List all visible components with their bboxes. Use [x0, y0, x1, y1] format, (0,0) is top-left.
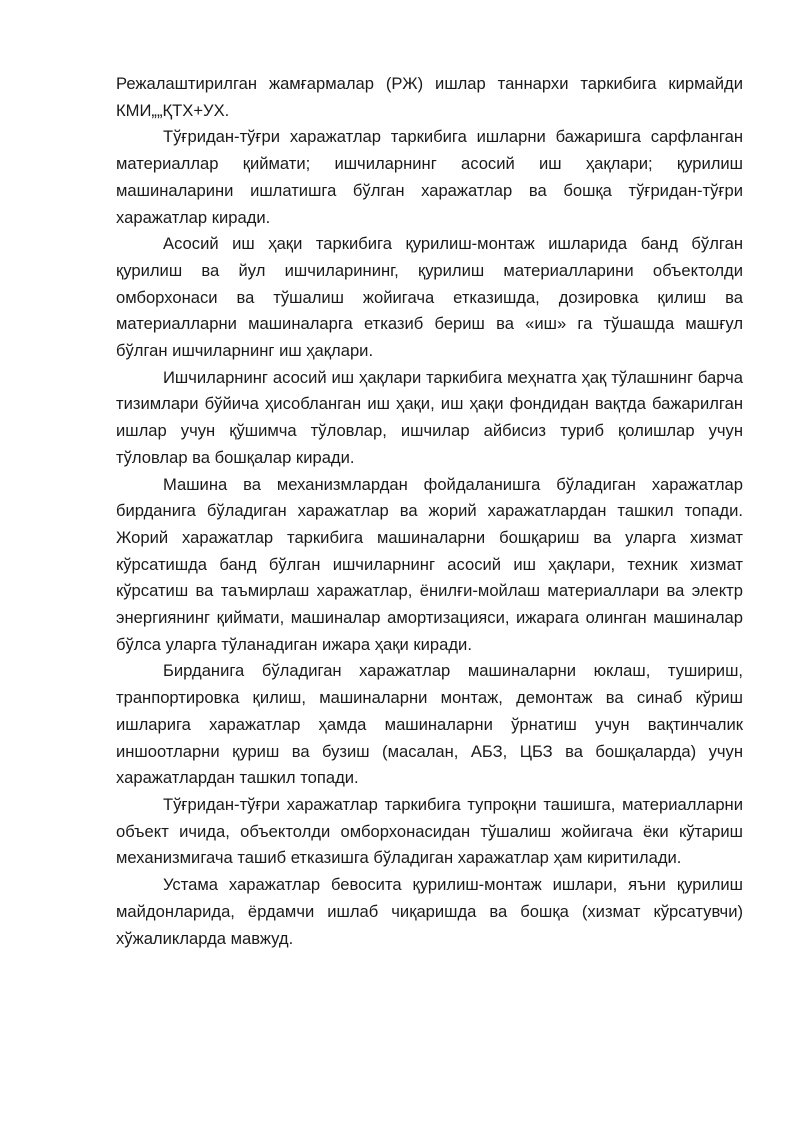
paragraph-4: Ишчиларнинг асосий иш ҳақлари таркибига меҳнатга ҳақ тўлашнинг барча тизимлари бўйича ҳисобланган иш ҳақи, иш ҳақи фондидан вақтда бажарилган ишлар учун қўшимча тўловлар, ишчилар айбисиз туриб қолишлар учун тўловлар ва бошқалар киради. — [116, 367, 743, 467]
paragraph-1: Режалаштирилган жамғармалар (РЖ) ишлар таннархи таркибига кирмайди КМИ„„ҚТХ+УХ. — [116, 74, 743, 120]
document-body — [116, 71, 743, 952]
paragraph-7: Тўғридан-тўғри харажатлар таркибига тупроқни ташишга, материалларни объект ичида, объектолди омборхонасидан тўшалиш жойигача ёки кўтариш механизмигача ташиб етказишга бўладиган харажатлар ҳам киритилади. — [116, 794, 743, 868]
paragraph-3: Асосий иш ҳақи таркибига қурилиш-монтаж ишларида банд бўлган қурилиш ва йул ишчиларининг, қурилиш материалларини объектолди омборхонаси ва тўшалиш жойигача етказишда, дозировка қилиш ва материалларни машиналарга етказиб бериш ва «иш» га тўшашда машғул бўлган ишчиларнинг иш ҳақлари. — [116, 234, 743, 361]
paragraph-6: Бирданига бўладиган харажатлар машиналарни юклаш, тушириш, транпортировка қилиш, машиналарни монтаж, демонтаж ва синаб кўриш ишларига харажатлар ҳамда машиналарни ўрнатиш учун вақтинчалик иншоотларни қуриш ва бузиш (масалан, АБЗ, ЦБЗ ва бошқаларда) учун харажатлардан ташкил топади. — [116, 661, 743, 788]
paragraph-5: Машина ва механизмлардан фойдаланишга бўладиган харажатлар бирданига бўладиган харажатлар ва жорий харажатлардан ташкил топади. Жорий харажатлар таркибига машиналарни бошқариш ва уларга хизмат кўрсатишда банд бўлган ишчиларнинг асосий иш ҳақлари, техник хизмат кўрсатиш ва таъмирлаш харажатлар, ёнилғи-мойлаш материаллари ва электр энергиянинг қиймати, машиналар амортизацияси, ижарага олинган машиналар бўлса уларга тўланадиган ижара ҳақи киради. — [116, 474, 743, 654]
paragraph-8: Устама харажатлар бевосита қурилиш-монтаж ишлари, яъни қурилиш майдонларида, ёрдамчи ишлаб чиқаришда ва бошқа (хизмат кўрсатувчи) хўжаликларда мавжуд. — [116, 875, 743, 948]
paragraph-2: Тўғридан-тўғри харажатлар таркибига ишларни бажаришга сарфланган материаллар қиймати; ишчиларнинг асосий иш ҳақлари; қурилиш машиналарини ишлатишга бўлган харажатлар ва бошқа тўғридан-тўғри харажатлар киради. — [116, 127, 743, 227]
